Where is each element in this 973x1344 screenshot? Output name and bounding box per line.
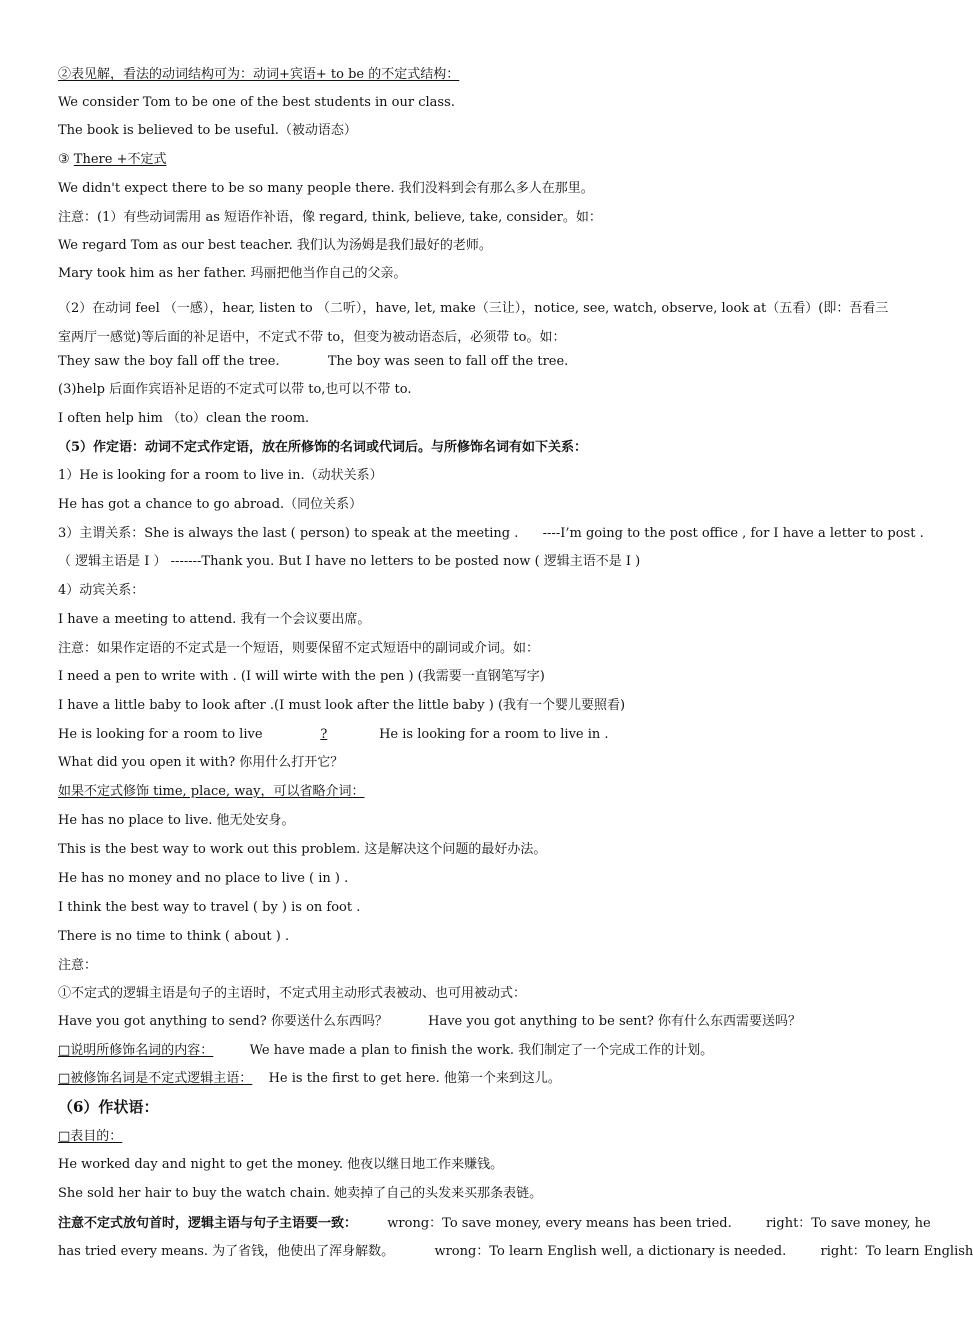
example-sentence: Mary took him as her father. 玛丽把他当作自己的父亲。 [58, 266, 407, 281]
sub-heading: 4）动宾关系： [58, 583, 145, 598]
rule-heading: □说明所修饰名词的内容： [58, 1043, 214, 1058]
rule-line [58, 1128, 894, 1146]
section-heading: （5）作定语：动词不定式作定语，放在所修饰的名词或代词后。与所修饰名词有如下关系： [58, 440, 588, 455]
right-example-cont: has tried every means. 为了省钱，他使出了浑身解数。 [58, 1244, 395, 1259]
example-passive: Have you got anything to be sent? 你有什么东西需要送吗？ [428, 1014, 802, 1029]
right-example: right：To learn English [820, 1244, 973, 1259]
example-sentence: 1）He is looking for a room to live in.（动状关系） [58, 468, 383, 483]
example-sentence: （ 逻辑主语是 I ） -------Thank you. But I have no letters to be posted now ( 逻辑主语不是 I ) [58, 554, 641, 569]
example-sentence: She sold her hair to buy the watch chain. 她卖掉了自己的头发来买那条表链。 [58, 1186, 543, 1201]
note-line: 注意：(1）有些动词需用 as 短语作补语，像 regard, think, believe, take, consider。如： [58, 210, 602, 225]
question-blank: ? [320, 727, 328, 742]
note-label: 注意： [58, 958, 98, 973]
example-complete: He is looking for a room to live in . [379, 727, 609, 742]
right-example: right：To save money, he [766, 1216, 931, 1231]
note-paragraph: （2）在动词 feel （一感），hear, listen to （二听），have, let, make（三让），notice, see, watch, observe, look at（五看）(即：吾看三室两厅一感觉)等后面的补足语中，不定式不带 to，但变为被动语态后，必须带 to。如： [58, 301, 889, 345]
example-sentence: We have made a plan to finish the work. 我们制定了一个完成工作的计划。 [249, 1043, 714, 1058]
example-sentence: I need a pen to write with . (I will wirte with the pen ) (我需要一直钢笔写字) [58, 669, 545, 684]
example-pair [58, 525, 924, 543]
example-passive: The boy was seen to fall off the tree. [327, 354, 569, 369]
example-sentence: There is no time to think ( about ) . [58, 929, 290, 944]
example-pair [58, 1013, 894, 1031]
example-sentence: I often help him （to）clean the room. [58, 411, 310, 426]
example-sentence: The book is believed to be useful.（被动语态） [58, 123, 357, 138]
wrong-example: wrong：To learn English well, a dictionary is needed. [434, 1244, 787, 1259]
note-line: 注意：如果作定语的不定式是一个短语，则要保留不定式短语中的副词或介词。如： [58, 641, 540, 656]
example-dialogue: ----I’m going to the post office , for I have a letter to post . [542, 526, 924, 541]
example-sentence: He worked day and night to get the money. 他夜以继日地工作来赚钱。 [58, 1157, 504, 1172]
example-sentence: What did you open it with? 你用什么打开它？ [58, 755, 344, 770]
example-sentence: He is the first to get here. 他第一个来到这儿。 [268, 1071, 561, 1086]
example-pair [58, 726, 894, 744]
section-heading: （6）作状语： [58, 1098, 159, 1116]
example-sentence: This is the best way to work out this problem. 这是解决这个问题的最好办法。 [58, 842, 547, 857]
rule-heading: There +不定式 [73, 152, 167, 167]
example-sentence: We consider Tom to be one of the best students in our class. [58, 95, 455, 110]
example-subject-predicate: 3）主谓关系：She is always the last ( person) to speak at the meeting . [58, 526, 519, 541]
wrong-example: wrong：To save money, every means has been tried. [387, 1216, 732, 1231]
example-sentence: I have a meeting to attend. 我有一个会议要出席。 [58, 612, 371, 627]
rule-line [58, 1070, 894, 1088]
rule-heading: □表目的： [58, 1129, 123, 1144]
example-sentence: He has got a chance to go abroad.（同位关系） [58, 497, 363, 512]
example-sentence: I have a little baby to look after .(I must look after the little baby ) (我有一个婴儿要照看) [58, 698, 626, 713]
rule-heading: ②表见解，看法的动词结构可为：动词+宾语+ to be 的不定式结构： [58, 67, 460, 82]
rule-heading: 如果不定式修饰 time, place, way，可以省略介词： [58, 784, 365, 799]
circled-number: ③ [58, 152, 70, 167]
rule-line [58, 66, 894, 84]
rule-heading: □被修饰名词是不定式逻辑主语： [58, 1071, 253, 1086]
rule-line [58, 1042, 894, 1060]
example-incomplete: He is looking for a room to live [58, 727, 263, 742]
note-bold: 注意不定式放句首时，逻辑主语与句子主语要一致： [58, 1216, 358, 1231]
note-line: ①不定式的逻辑主语是句子的主语时，不定式用主动形式表被动、也可用被动式： [58, 986, 527, 1001]
example-sentence: We regard Tom as our best teacher. 我们认为汤姆是我们最好的老师。 [58, 238, 492, 253]
example-sentence: We didn't expect there to be so many people there. 我们没料到会有那么多人在那里。 [58, 181, 594, 196]
example-active: Have you got anything to send? 你要送什么东西吗？ [58, 1014, 388, 1029]
example-pair [58, 353, 894, 371]
rule-line [58, 783, 894, 801]
rule-line [58, 151, 894, 169]
example-sentence: He has no money and no place to live ( in ) . [58, 871, 349, 886]
note-line [58, 1215, 931, 1233]
note-line [58, 1243, 973, 1261]
example-active: They saw the boy fall off the tree. [58, 354, 280, 369]
note-line: (3)help 后面作宾语补足语的不定式可以带 to,也可以不带 to. [58, 382, 412, 397]
example-sentence: I think the best way to travel ( by ) is on foot . [58, 900, 361, 915]
example-sentence: He has no place to live. 他无处安身。 [58, 813, 295, 828]
